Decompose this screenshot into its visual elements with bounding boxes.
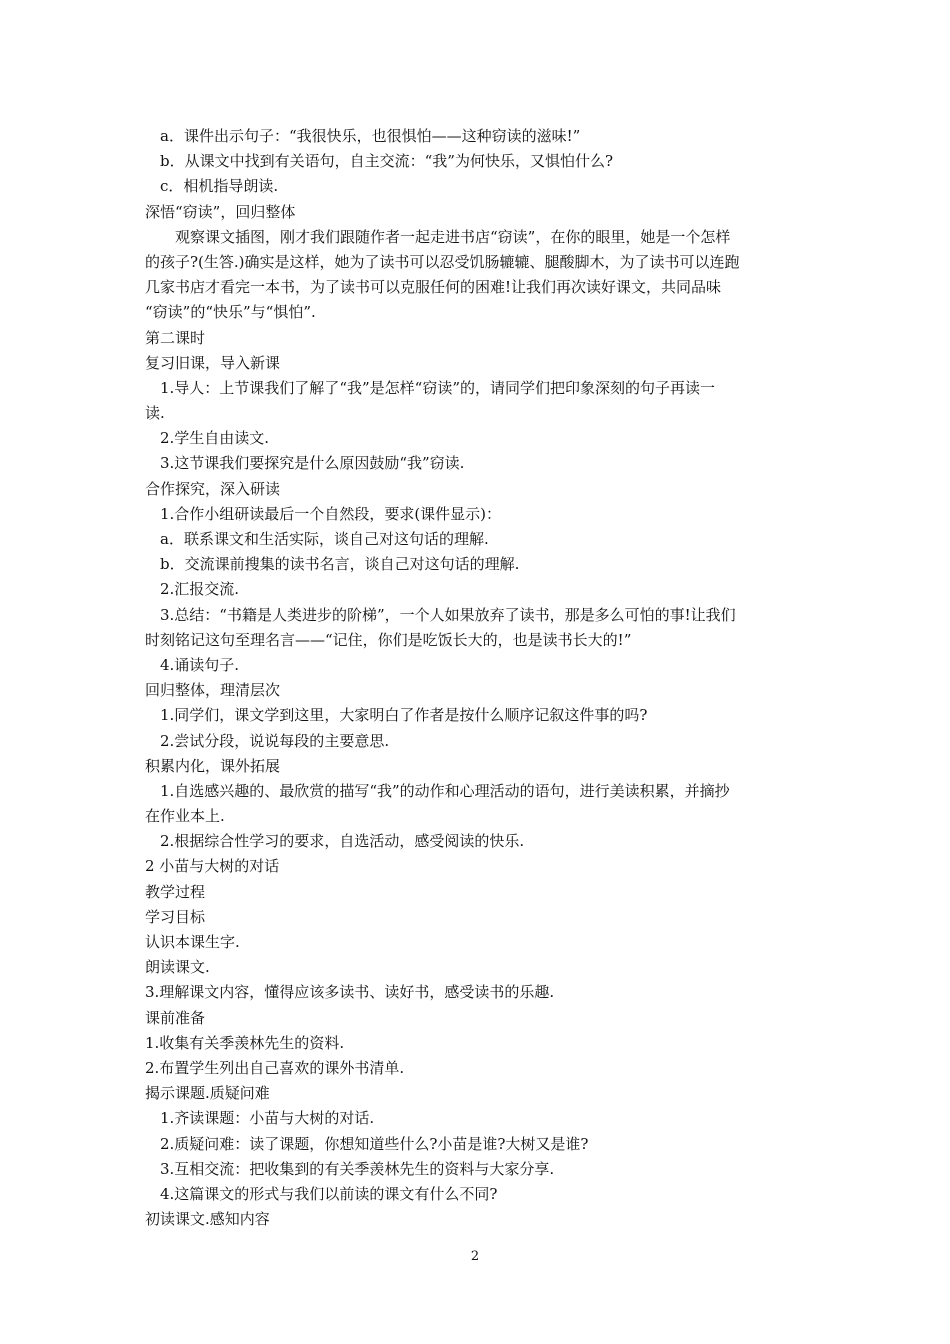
text-line: b．交流课前搜集的读书名言，谈自己对这句话的理解.	[160, 555, 520, 574]
paragraph-line: 观察课文插图，刚才我们跟随作者一起走进书店“窃读”，在你的眼里，她是一个怎样	[175, 227, 731, 246]
lesson-title: 2 小苗与大树的对话	[145, 857, 280, 876]
page-number: 2	[470, 1249, 480, 1264]
section-heading: 课前准备	[145, 1008, 206, 1027]
section-heading: 深悟“窃读”，回归整体	[145, 202, 296, 221]
text-line: 3.总结：“书籍是人类进步的阶梯”，一个人如果放弃了读书，那是多么可怕的事!让我们	[160, 605, 736, 624]
text-line: 1.齐读课题：小苗与大树的对话.	[160, 1109, 375, 1128]
text-line: 2.尝试分段，说说每段的主要意思.	[160, 731, 390, 750]
section-heading: 揭示课题.质疑问难	[145, 1084, 270, 1103]
section-heading: 初读课文.感知内容	[145, 1210, 270, 1229]
text-line: 1.收集有关季羡林先生的资料.	[145, 1033, 345, 1052]
text-line: a．课件出示句子：“我很快乐，也很惧怕——这种窃读的滋味!”	[160, 127, 581, 145]
section-heading: 学习目标	[145, 907, 206, 926]
text-line: 3.互相交流：把收集到的有关季羡林先生的资料与大家分享.	[160, 1159, 555, 1178]
text-line: 认识本课生字.	[145, 933, 240, 951]
text-line: 在作业本上.	[145, 807, 225, 826]
text-line: 1.导人：上节课我们了解了“我”是怎样“窃读”的，请同学们把印象深刻的句子再读一	[160, 378, 715, 397]
section-heading: 合作探究，深入研读	[145, 479, 281, 498]
section-heading: 教学过程	[145, 882, 206, 901]
text-line: 2.质疑问难：读了课题，你想知道些什么?小苗是谁?大树又是谁?	[160, 1134, 589, 1153]
text-line: 3.理解课文内容，懂得应该多读书、读好书，感受读书的乐趣.	[145, 983, 555, 1002]
text-line: 时刻铭记这句至理名言——“记住，你们是吃饭长大的，也是读书长大的!”	[145, 630, 632, 649]
text-line: 4.诵读句子.	[160, 655, 240, 674]
text-line: 1.同学们，课文学到这里，大家明白了作者是按什么顺序记叙这件事的吗?	[160, 706, 648, 725]
section-heading: 复习旧课，导入新课	[145, 353, 281, 372]
text-line: 2.布置学生列出自己喜欢的课外书清单.	[145, 1058, 405, 1077]
paragraph-line: “窃读”的“快乐”与“惧怕”.	[145, 303, 316, 322]
text-line: 1.自选感兴趣的、最欣赏的描写“我”的动作和心理活动的语句，进行美读积累，并摘抄	[160, 781, 730, 800]
section-heading: 积累内化，课外拓展	[145, 756, 281, 775]
text-line: c．相机指导朗读.	[160, 177, 279, 196]
text-line: 2.学生自由读文.	[160, 429, 270, 448]
document-body	[145, 124, 810, 1232]
text-line: 2.汇报交流.	[160, 580, 240, 599]
text-line: 1.合作小组研读最后一个自然段，要求(课件显示)：	[160, 504, 502, 523]
text-line: a．联系课文和生活实际，谈自己对这句话的理解.	[160, 530, 489, 548]
text-line: 朗读课文.	[145, 958, 210, 977]
text-line: 读.	[145, 404, 165, 423]
paragraph-line: 几家书店才看完一本书，为了读书可以克服任何的困难!让我们再次读好课文，共同品味	[145, 278, 722, 297]
paragraph-line: 的孩子?(生答.)确实是这样，她为了读书可以忍受饥肠辘辘、腿酸脚木，为了读书可以连跑	[145, 252, 740, 271]
text-line: 3.这节课我们要探究是什么原因鼓励“我”窃读.	[160, 454, 465, 473]
section-heading: 回归整体，理清层次	[145, 681, 281, 700]
section-heading: 第二课时	[145, 328, 206, 347]
text-line: b．从课文中找到有关语句，自主交流：“我”为何快乐，又惧怕什么?	[160, 152, 613, 171]
text-line: 4.这篇课文的形式与我们以前读的课文有什么不同?	[160, 1184, 498, 1203]
text-line: 2.根据综合性学习的要求，自选活动，感受阅读的快乐.	[160, 832, 525, 851]
